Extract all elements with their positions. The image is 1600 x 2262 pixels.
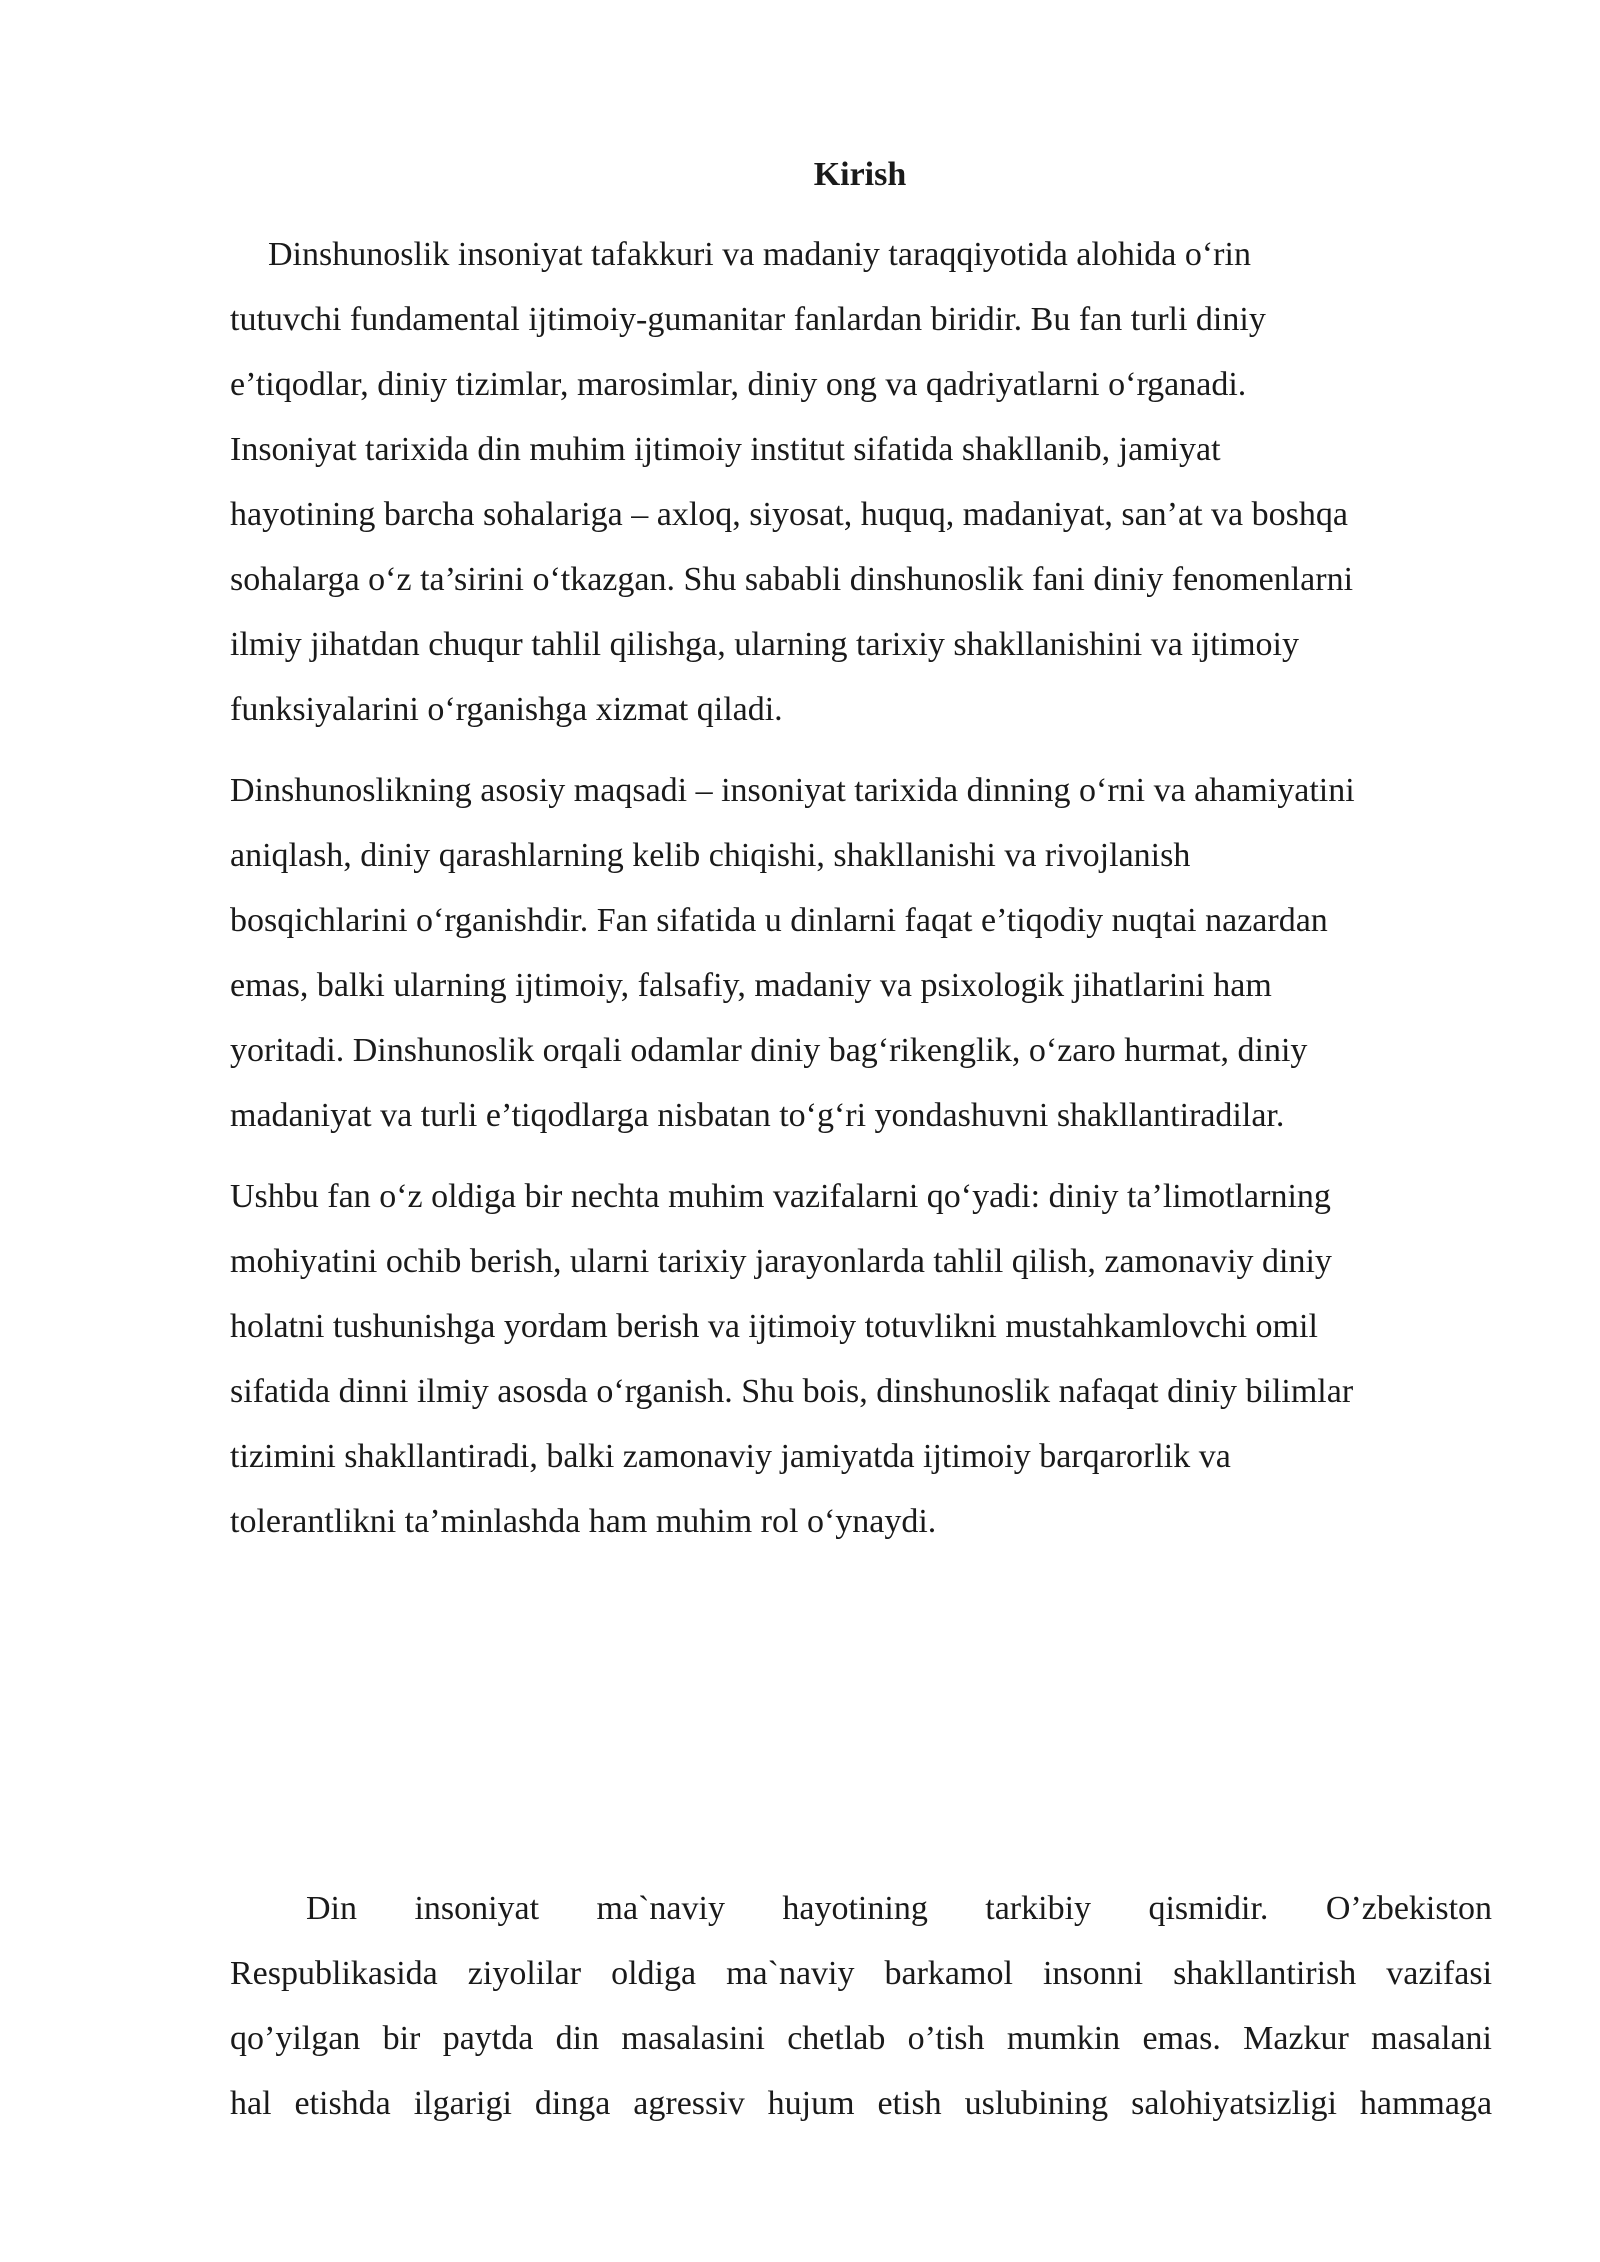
paragraph-line: ilmiy jihatdan chuqur tahlil qilishga, ularning tarixiy shakllanishini va ijtimoiy [230,626,1299,663]
word: dinga [534,2085,611,2122]
word: shakllantirish [1173,1955,1357,1992]
word: salohiyatsizligi [1131,2085,1337,2122]
justified-line [230,2006,1492,2071]
word: hammaga [1359,2085,1493,2122]
word: qismidir. [1148,1890,1269,1927]
paragraph-line: sohalarga o‘z ta’sirini o‘tkazgan. Shu sababli dinshunoslik fani diniy fenomenlarni [230,561,1354,598]
justified-line [230,2071,1492,2136]
paragraph-line: Ushbu fan o‘z oldiga bir nechta muhim vazifalarni qo‘yadi: diniy ta’limotlarning [230,1178,1331,1215]
word: qo’yilgan [230,2020,361,2057]
justified-line [230,1941,1492,2006]
paragraph-tasks [230,1164,1490,1554]
word: paytda [442,2020,534,2057]
word: Din [306,1890,357,1927]
paragraph-line: e’tiqodlar, diniy tizimlar, marosimlar, diniy ong va qadriyatlarni o‘rganadi. [230,366,1247,403]
paragraph-line: tutuvchi fundamental ijtimoiy-gumanitar fanlardan biridir. Bu fan turli diniy [230,301,1266,338]
word: ilgarigi [413,2085,512,2122]
word: Respublikasida [230,1955,438,1992]
word: mumkin [1006,2020,1121,2057]
word: Mazkur [1243,2020,1349,2057]
word: agressiv [633,2085,745,2122]
word: insoniyat [414,1890,540,1927]
word: oldiga [611,1955,697,1992]
paragraph-line: madaniyat va turli e’tiqodlarga nisbatan to‘g‘ri yondashuvni shakllantiradilar. [230,1097,1285,1134]
paragraph-line: funksiyalarini o‘rganishga xizmat qiladi. [230,691,783,728]
word: masalani [1371,2020,1492,2057]
paragraph-purpose [230,758,1490,1148]
word: din [555,2020,600,2057]
word: uslubining [964,2085,1109,2122]
word: bir [382,2020,421,2057]
word: tarkibiy [985,1890,1092,1927]
word: masalasini [621,2020,765,2057]
word: ma`naviy [726,1955,855,1992]
paragraph-line: emas, balki ularning ijtimoiy, falsafiy, madaniy va psixologik jihatlarini ham [230,967,1272,1004]
word: insonni [1042,1955,1144,1992]
word: hal [230,2085,272,2122]
paragraph-line: Dinshunoslikning asosiy maqsadi – insoniyat tarixida dinning o‘rni va ahamiyatini [230,772,1355,809]
justified-line [230,1876,1492,1941]
paragraph-line: hayotining barcha sohalariga – axloq, siyosat, huquq, madaniyat, san’at va boshqa [230,496,1348,533]
paragraph-line: tolerantlikni ta’minlashda ham muhim rol o‘ynaydi. [230,1503,937,1540]
paragraph-line: yoritadi. Dinshunoslik orqali odamlar diniy bag‘rikenglik, o‘zaro hurmat, diniy [230,1032,1308,1069]
paragraph-line: bosqichlarini o‘rganishdir. Fan sifatida u dinlarni faqat e’tiqodiy nuqtai nazardan [230,902,1328,939]
word: hayotining [782,1890,928,1927]
paragraph-line: Dinshunoslik insoniyat tafakkuri va madaniy taraqqiyotida alohida o‘rin [268,236,1251,273]
word: etish [877,2085,942,2122]
word: O’zbekiston [1325,1890,1493,1927]
word: barkamol [884,1955,1013,1992]
word: ma`naviy [596,1890,725,1927]
word: o’tish [907,2020,985,2057]
paragraph-religion [230,1876,1492,2136]
word: chetlab [787,2020,886,2057]
word: emas. [1142,2020,1221,2057]
word: etishda [294,2085,391,2122]
paragraph-line: aniqlash, diniy qarashlarning kelib chiqishi, shakllanishi va rivojlanish [230,837,1191,874]
word: hujum [767,2085,855,2122]
paragraph-line: sifatida dinni ilmiy asosda o‘rganish. Shu bois, dinshunoslik nafaqat diniy bilimlar [230,1373,1354,1410]
page-title: Kirish [813,156,907,193]
paragraph-line: Insoniyat tarixida din muhim ijtimoiy institut sifatida shakllanib, jamiyat [230,431,1221,468]
paragraph-line: holatni tushunishga yordam berish va ijtimoiy totuvlikni mustahkamlovchi omil [230,1308,1318,1345]
paragraph-line: tizimini shakllantiradi, balki zamonaviy jamiyatda ijtimoiy barqarorlik va [230,1438,1231,1475]
word: ziyolilar [467,1955,582,1992]
paragraph-intro [230,222,1490,742]
word: vazifasi [1386,1955,1493,1992]
paragraph-line: mohiyatini ochib berish, ularni tarixiy jarayonlarda tahlil qilish, zamonaviy diniy [230,1243,1332,1280]
